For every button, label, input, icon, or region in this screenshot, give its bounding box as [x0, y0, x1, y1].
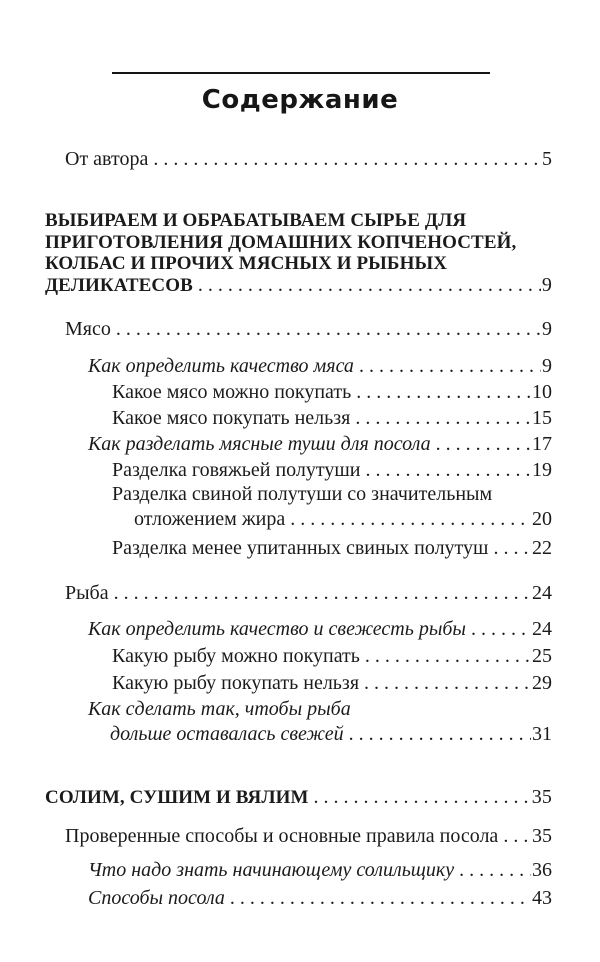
page-number: 31 — [532, 723, 552, 745]
page-title: Содержание — [201, 85, 399, 115]
dot-leader — [355, 405, 531, 431]
dot-leader — [356, 379, 531, 405]
dot-leader — [114, 580, 531, 606]
dot-leader — [349, 721, 531, 747]
dot-leader — [359, 353, 541, 379]
page-number: 5 — [542, 148, 552, 170]
toc-entry-label: Как определить качество и свежесть рыбы — [88, 618, 466, 640]
dot-leader — [365, 643, 531, 669]
toc-entry-label: Какую рыбу покупать нельзя — [112, 672, 360, 694]
toc-entry — [112, 483, 552, 532]
header-rule — [112, 72, 490, 74]
page-number: 9 — [542, 318, 552, 340]
toc-entry — [65, 823, 552, 849]
dot-leader — [503, 823, 531, 849]
toc-entry-label: Что надо знать начинающему солильщику — [88, 859, 455, 881]
toc-entry-label: Как определить качество мяса — [88, 355, 354, 377]
page-number: 9 — [542, 355, 552, 377]
toc-entry-label: Разделка свиной полутуши со значительным — [112, 483, 493, 505]
toc-entry-label: ДЕЛИКАТЕСОВ — [45, 274, 193, 296]
page-number: 22 — [532, 537, 552, 559]
toc-entry — [88, 431, 552, 457]
toc-entry — [65, 316, 552, 342]
toc-entry-label: Проверенные способы и основные правила посола — [65, 825, 499, 847]
toc-entry-label: Разделка менее упитанных свиных полутуш — [112, 537, 489, 559]
dot-leader — [153, 146, 541, 172]
page-number: 29 — [532, 672, 552, 694]
toc-entry — [88, 857, 552, 883]
toc-entry-label: Какое мясо можно покупать — [112, 381, 352, 403]
toc-entry — [112, 405, 552, 431]
toc-entry-label: ВЫБИРАЕМ И ОБРАБАТЫВАЕМ СЫРЬЕ ДЛЯ — [45, 210, 467, 231]
page-number: 35 — [532, 825, 552, 847]
page-number: 36 — [532, 859, 552, 881]
toc-entry-label: дольше оставалась свежей — [110, 723, 344, 745]
toc-entry — [112, 457, 552, 483]
dot-leader — [365, 457, 531, 483]
toc-entry-part — [45, 784, 552, 811]
toc-entry — [88, 698, 552, 747]
dot-leader — [230, 885, 531, 911]
toc-entry-label: ПРИГОТОВЛЕНИЯ ДОМАШНИХ КОПЧЕНОСТЕЙ, — [45, 231, 517, 253]
page-number: 9 — [541, 273, 552, 296]
dot-leader — [459, 857, 531, 883]
toc-entry — [65, 580, 552, 606]
toc-entry-label: Рыба — [65, 582, 109, 604]
dot-leader — [290, 506, 531, 532]
dot-leader — [364, 670, 531, 696]
toc-entry-label: Разделка говяжьей полутуши — [112, 459, 361, 481]
toc-entry-part — [45, 210, 552, 296]
toc-entry — [112, 379, 552, 405]
toc-entry-label: От автора — [65, 148, 149, 170]
page-number: 24 — [532, 582, 552, 604]
dot-leader — [116, 316, 541, 342]
dot-leader — [198, 275, 541, 297]
toc-entry-label: СОЛИМ, СУШИМ И ВЯЛИМ — [45, 787, 309, 808]
toc-entry — [88, 616, 552, 642]
dot-leader — [493, 535, 531, 561]
page-number: 35 — [531, 786, 552, 808]
toc-entry — [112, 670, 552, 696]
toc-entry-label: Мясо — [65, 318, 111, 340]
page-number: 19 — [532, 459, 552, 481]
dot-leader — [314, 784, 531, 811]
toc-entry-label: Как разделать мясные туши для посола — [88, 433, 431, 455]
page-number: 25 — [532, 645, 552, 667]
toc-entry-label: Какое мясо покупать нельзя — [112, 407, 351, 429]
toc-entry-label: КОЛБАС И ПРОЧИХ МЯСНЫХ И РЫБНЫХ — [45, 253, 448, 274]
toc-entry-label: отложением жира — [134, 508, 286, 530]
toc-entry-label: Способы посола — [88, 887, 225, 909]
toc-entry — [88, 885, 552, 911]
page-number: 20 — [532, 508, 552, 530]
page-number: 43 — [532, 887, 552, 909]
dot-leader — [436, 431, 531, 457]
dot-leader — [471, 616, 531, 642]
page-number: 10 — [532, 381, 552, 403]
page-number: 24 — [532, 618, 552, 640]
page-number: 17 — [532, 433, 552, 455]
toc-entry — [112, 535, 552, 561]
toc-entry — [65, 146, 552, 172]
page-number: 15 — [532, 407, 552, 429]
toc-entry-label: Как сделать так, чтобы рыба — [88, 698, 351, 720]
toc-entry-label: Какую рыбу можно покупать — [112, 645, 360, 667]
toc-entry — [88, 353, 552, 379]
toc-entry — [112, 643, 552, 669]
toc — [0, 146, 600, 911]
